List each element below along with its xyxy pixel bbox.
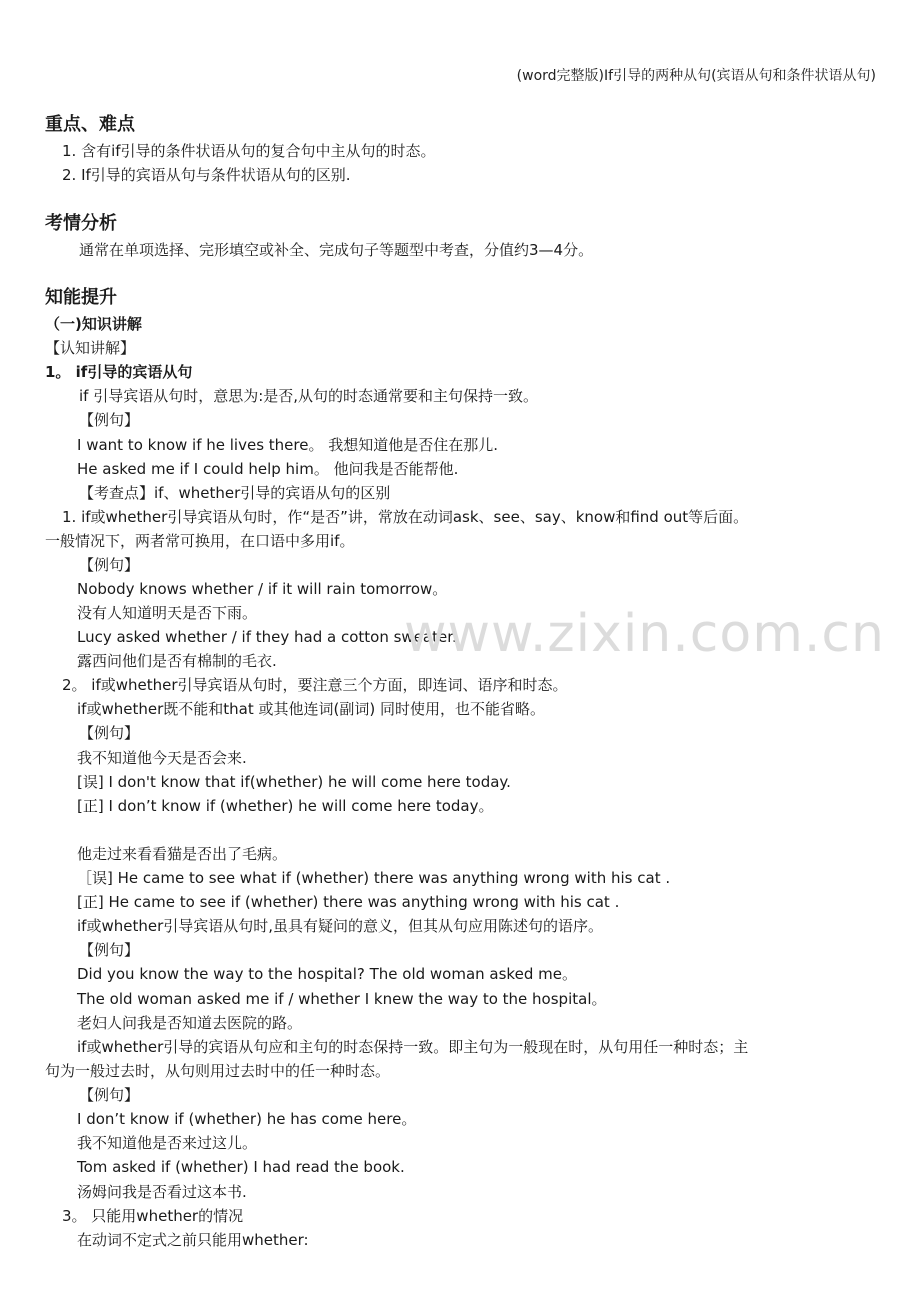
example-translation: 没有人知道明天是否下雨。 bbox=[77, 604, 258, 622]
example-translation: 他走过来看看猫是否出了毛病。 bbox=[77, 845, 288, 863]
paragraph-line: 在动词不定式之前只能用whether: bbox=[77, 1231, 309, 1249]
example-correct: [正] I don’t know if (whether) he will come here today。 bbox=[77, 797, 494, 815]
paragraph-line: if 引导宾语从句时，意思为:是否,从句的时态通常要和主句保持一致。 bbox=[79, 387, 539, 405]
section-heading-exam-analysis: 考情分析 bbox=[45, 213, 117, 234]
exam-point-label: 【考查点】if、whether引导的宾语从句的区别 bbox=[79, 484, 391, 502]
example-translation: 我不知道他今天是否会来. bbox=[77, 749, 247, 767]
example-sentence: Lucy asked whether / if they had a cotton sweater. bbox=[77, 628, 457, 646]
paragraph-line: if或whether既不能和that 或其他连词(副词) 同时使用，也不能省略。 bbox=[77, 700, 545, 718]
example-translation: 我不知道他是否来过这儿。 bbox=[77, 1134, 258, 1152]
example-sentence: I want to know if he lives there。 我想知道他是否住在那儿. bbox=[77, 436, 499, 454]
example-sentence: Nobody knows whether / if it will rain tomorrow。 bbox=[77, 580, 448, 598]
example-label: 【例句】 bbox=[79, 556, 140, 574]
example-sentence: I don’t know if (whether) he has come here。 bbox=[77, 1110, 417, 1128]
example-translation: 露西问他们是否有棉制的毛衣. bbox=[77, 652, 277, 670]
key-point-1: 1. 含有if引导的条件状语从句的复合句中主从句的时态。 bbox=[62, 142, 436, 160]
point-1-heading: 1。 if引导的宾语从句 bbox=[45, 363, 193, 381]
example-sentence: The old woman asked me if / whether I knew the way to the hospital。 bbox=[77, 990, 607, 1008]
watermark: www.zixin.com.cn bbox=[404, 604, 885, 664]
point-3-heading: 3。 只能用whether的情况 bbox=[62, 1207, 244, 1225]
example-translation: 汤姆问我是否看过这本书. bbox=[77, 1183, 247, 1201]
example-label: 【例句】 bbox=[79, 941, 140, 959]
example-label: 【例句】 bbox=[79, 724, 140, 742]
section-heading-key-points: 重点、难点 bbox=[45, 114, 135, 135]
paragraph-line: 句为一般过去时，从句则用过去时中的任一种时态。 bbox=[45, 1062, 391, 1080]
key-point-2: 2. If引导的宾语从句与条件状语从句的区别. bbox=[62, 166, 351, 184]
example-sentence: Tom asked if (whether) I had read the book. bbox=[77, 1158, 405, 1176]
paragraph-line: 1. if或whether引导宾语从句时，作“是否”讲，常放在动词ask、see、say、know和find out等后面。 bbox=[62, 508, 749, 526]
subsection-heading-knowledge: （一)知识讲解 bbox=[45, 315, 142, 333]
example-label: 【例句】 bbox=[79, 1086, 140, 1104]
example-correct: [正] He came to see if (whether) there was anything wrong with his cat . bbox=[77, 893, 620, 911]
example-wrong: ［误] He came to see what if (whether) there was anything wrong with his cat . bbox=[77, 869, 671, 887]
point-2-heading: 2。 if或whether引导宾语从句时，要注意三个方面，即连词、语序和时态。 bbox=[62, 676, 568, 694]
example-sentence: He asked me if I could help him。 他问我是否能帮他. bbox=[77, 460, 459, 478]
example-translation: 老妇人问我是否知道去医院的路。 bbox=[77, 1014, 303, 1032]
section-heading-skills: 知能提升 bbox=[45, 287, 117, 308]
example-sentence: Did you know the way to the hospital? The old woman asked me。 bbox=[77, 965, 577, 983]
paragraph-line: 一般情况下，两者常可换用，在口语中多用if。 bbox=[45, 532, 355, 550]
paragraph-line: if或whether引导的宾语从句应和主句的时态保持一致。即主句为一般现在时，从句用任一种时态；主 bbox=[77, 1038, 749, 1056]
cognitive-label: 【认知讲解】 bbox=[45, 339, 136, 357]
exam-analysis-text: 通常在单项选择、完形填空或补全、完成句子等题型中考查，分值约3—4分。 bbox=[79, 241, 594, 259]
page-header: (word完整版)If引导的两种从句(宾语从句和条件状语从句) bbox=[516, 68, 876, 84]
example-label: 【例句】 bbox=[79, 411, 140, 429]
example-wrong: [误] I don't know that if(whether) he will come here today. bbox=[77, 773, 511, 791]
paragraph-line: if或whether引导宾语从句时,虽具有疑问的意义，但其从句应用陈述句的语序。 bbox=[77, 917, 604, 935]
